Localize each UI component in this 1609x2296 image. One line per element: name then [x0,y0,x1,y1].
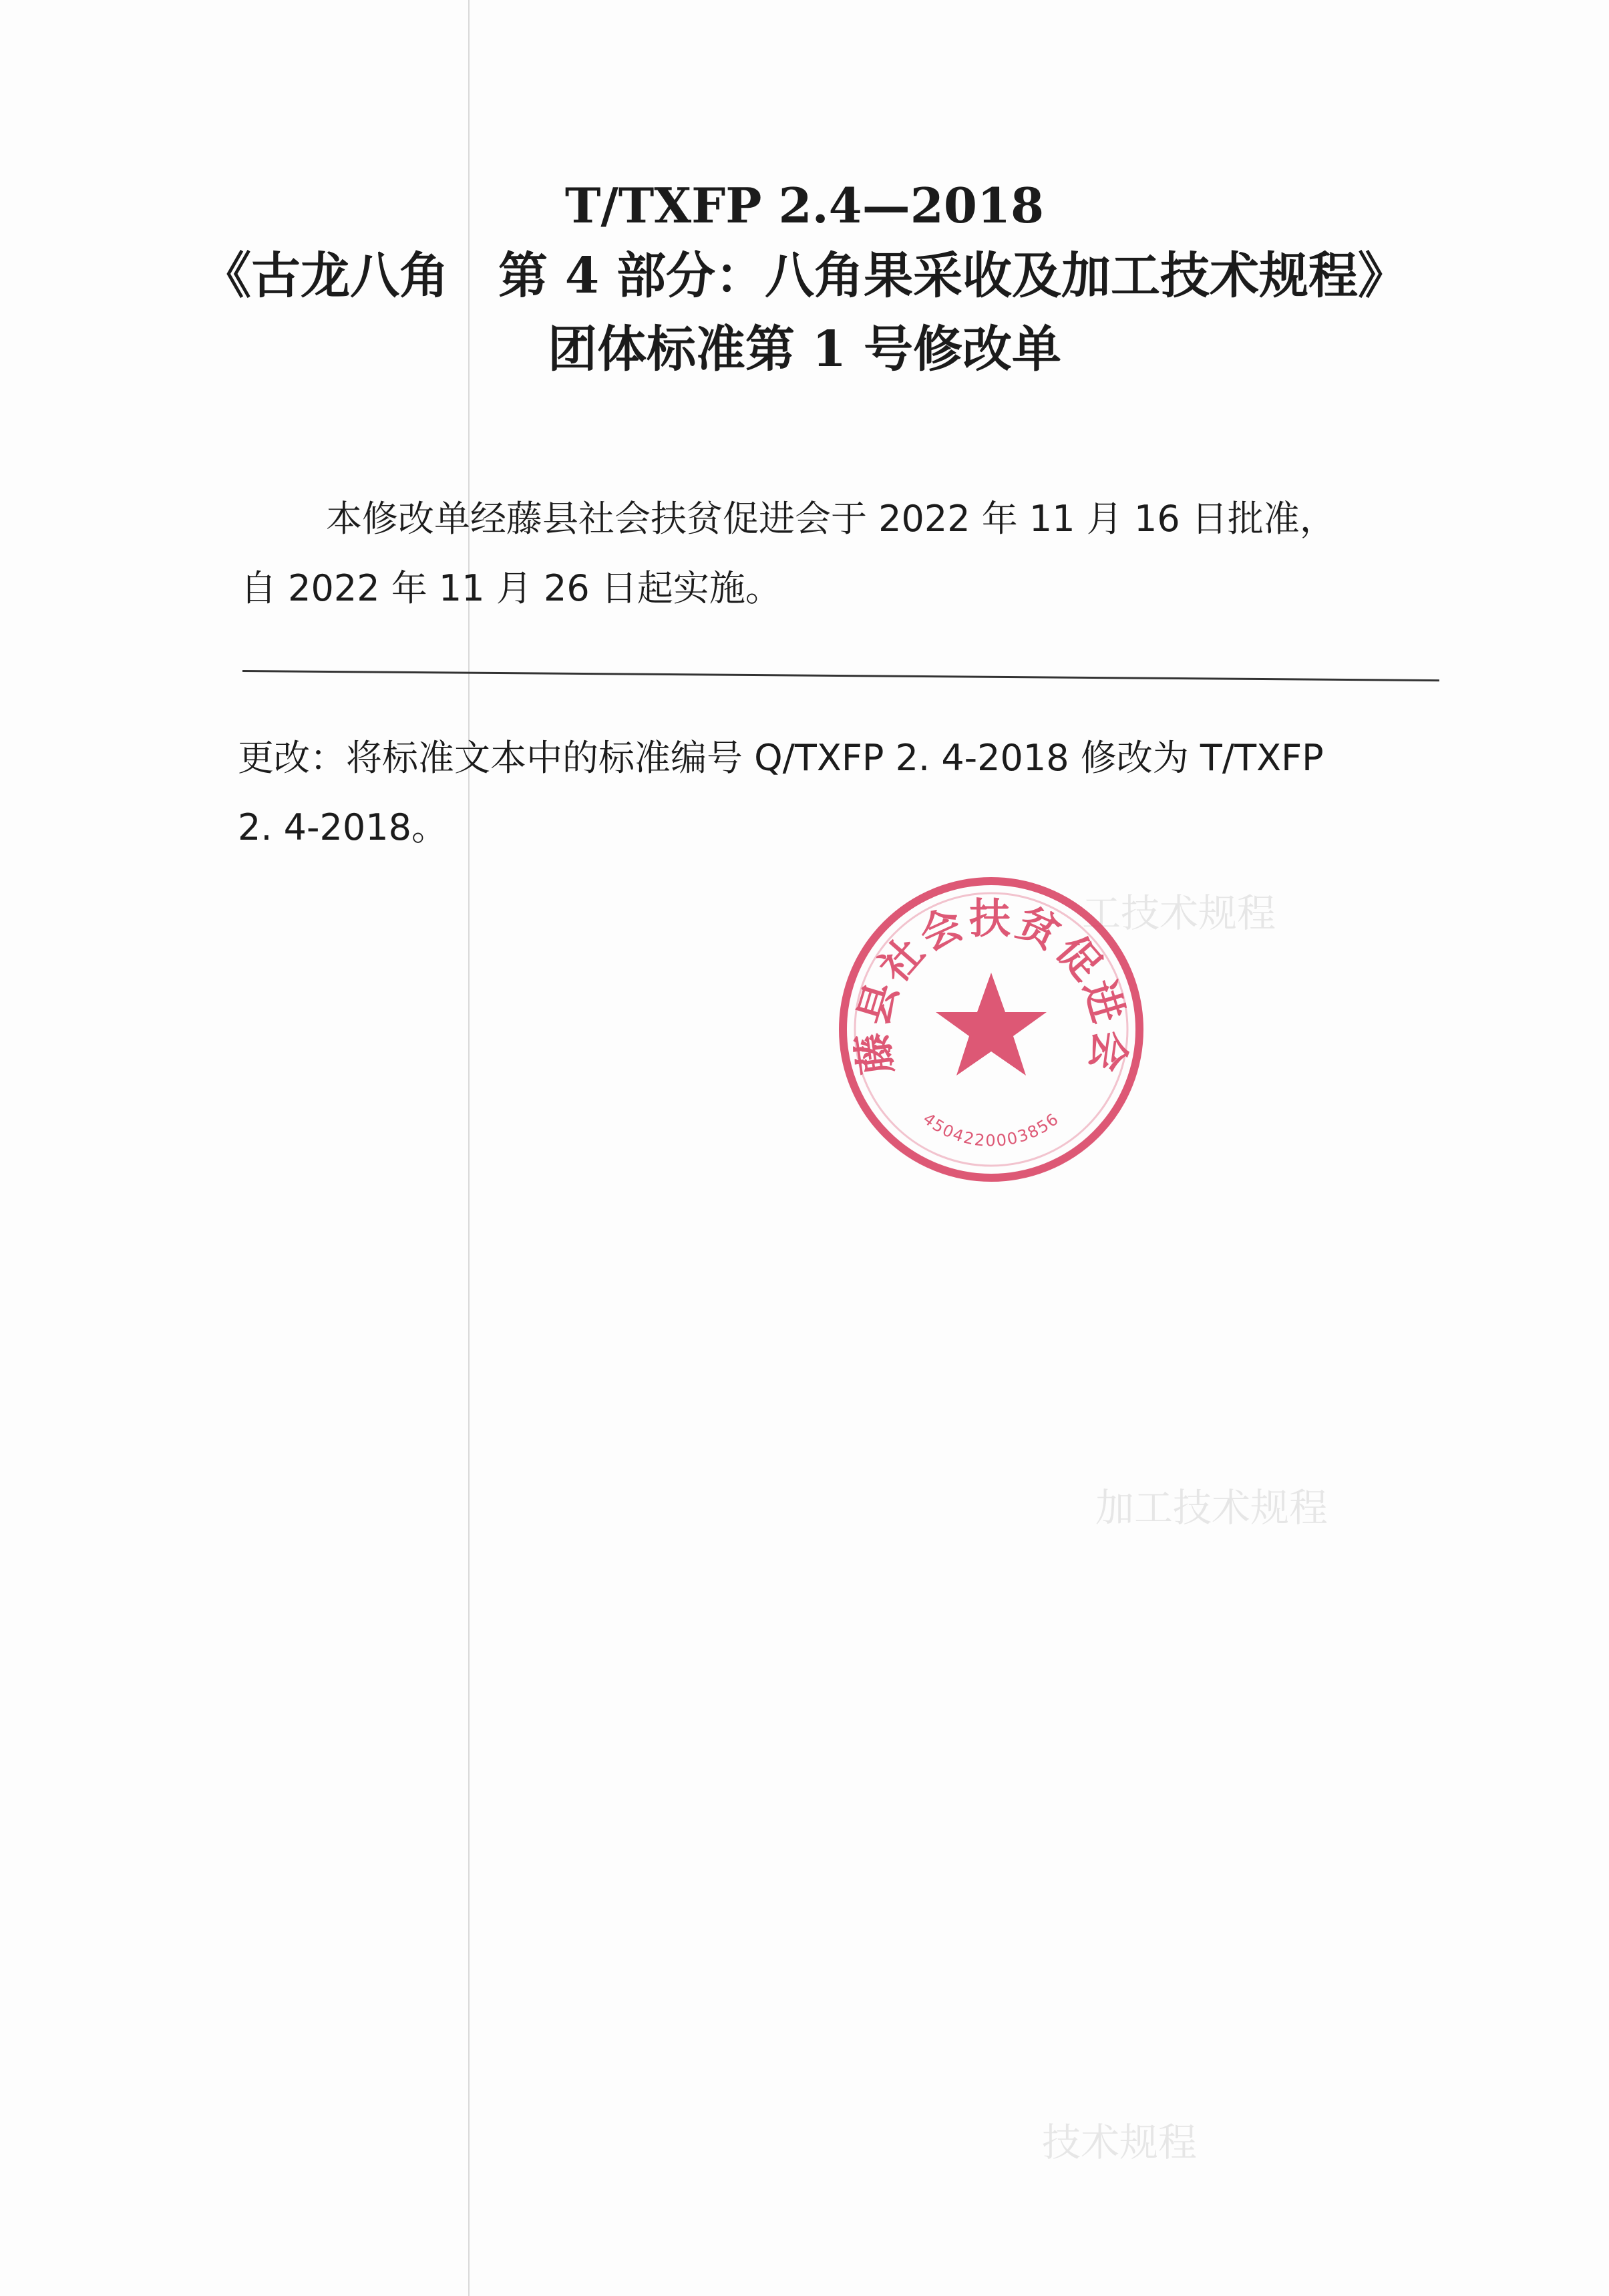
bleed-through-text: 技术规程 [1042,2120,1198,2165]
approval-paragraph [240,484,1443,623]
standard-code: T/TXFP 2.4—2018 [564,177,1045,234]
document-header [0,172,1609,386]
official-seal [837,875,1145,1184]
change-paragraph [238,723,1440,862]
approval-line-2: 自 2022 年 11 月 26 日起实施。 [240,567,781,609]
bleed-through-text: 工技术规程 [1082,890,1276,936]
change-line-1: 更改：将标准文本中的标准编号 Q/TXFP 2. 4-2018 修改为 T/TXFP [238,737,1324,779]
standard-name: 《古龙八角 第 4 部分：八角果采收及加工技术规程》 [201,247,1407,305]
bleed-through-text: 加工技术规程 [1095,1485,1328,1530]
amendment-title: 团体标准第 1 号修改单 [547,321,1061,378]
divider-rule [242,670,1439,681]
seal-star-icon [936,973,1047,1076]
change-line-2: 2. 4-2018。 [238,806,448,848]
approval-line-1: 本修改单经藤县社会扶贫促进会于 2022 年 11 月 16 日批准， [326,498,1336,540]
seal-org-name: 藤县社会扶贫促进会 [847,894,1135,1078]
seal-number: 4504220003856 [919,1109,1063,1150]
